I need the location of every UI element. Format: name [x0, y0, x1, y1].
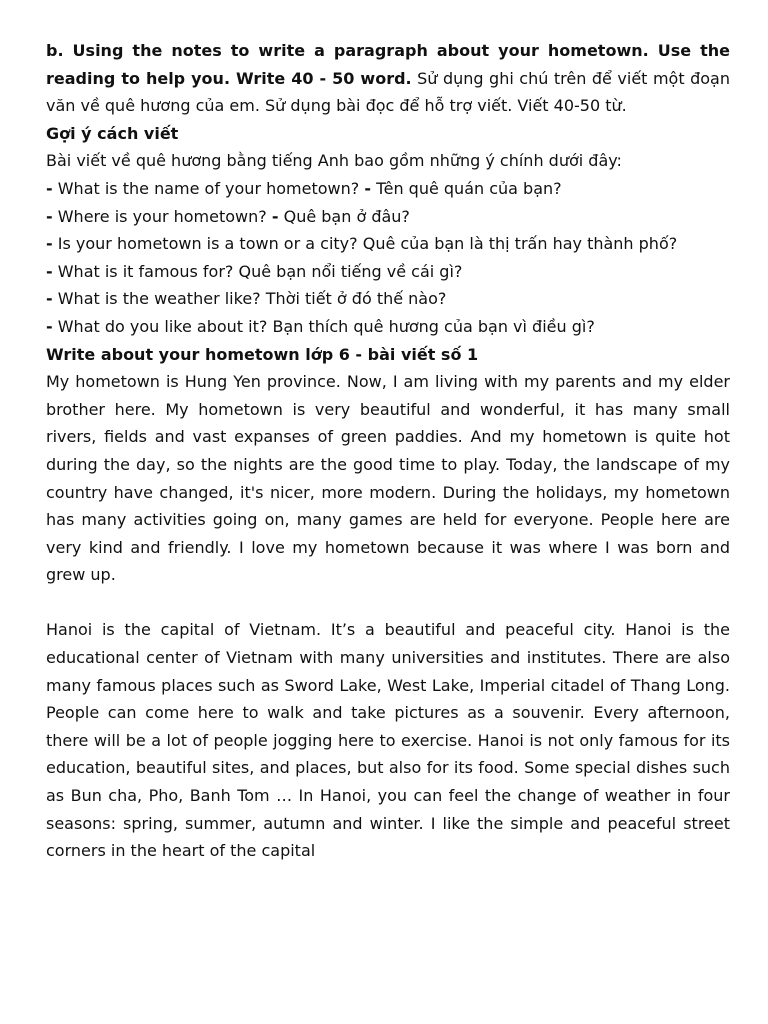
- separator-dash: -: [364, 178, 371, 198]
- guide-question-en: What is the weather like?: [57, 289, 261, 309]
- guide-question-vi: Quê của bạn là thị trấn hay thành phố?: [362, 234, 678, 254]
- guide-intro: Bài viết về quê hương bằng tiếng Anh bao gồm những ý chính dưới đây:: [46, 151, 622, 171]
- guide-item: [46, 285, 730, 313]
- guide-item: [46, 258, 730, 286]
- guide-question-en: What is the name of your hometown?: [57, 178, 360, 198]
- bullet-dash: -: [46, 316, 53, 336]
- guide-question-en: Where is your hometown?: [57, 206, 267, 226]
- guide-item: [46, 175, 730, 203]
- bullet-dash: -: [46, 178, 53, 198]
- essay-title: Write about your hometown lớp 6 - bài viết số 1: [46, 344, 479, 364]
- guide-question-en: Is your hometown is a town or a city?: [57, 234, 358, 254]
- guide-item: [46, 230, 730, 258]
- guide-list: [46, 175, 730, 341]
- guide-question-vi: Bạn thích quê hương của bạn vì điều gì?: [272, 316, 595, 336]
- guide-item: [46, 203, 730, 231]
- separator-dash: -: [271, 206, 279, 226]
- essay-paragraph-2: Hanoi is the capital of Vietnam. It’s a beautiful and peaceful city. Hanoi is the educational center of Vietnam with many universities and institutes. There are also many famous places such as Sword Lake, West Lake, Imperial citadel of Thang Long. People can come here to walk and take pictures as a souvenir. Every afternoon, there will be a lot of people jogging here to exercise. Hanoi is not only famous for its education, beautiful sites, and places, but also for its food. Some special dishes such as Bun cha, Pho, Banh Tom … In Hanoi, you can feel the change of weather in four seasons: spring, summer, autumn and winter. I like the simple and peaceful street corners in the heart of the capital: [46, 620, 730, 861]
- task-heading-english: b. Using the notes to write a paragraph about your hometown. Use the reading to help you. Write 40 - 50 word.: [46, 41, 730, 88]
- guide-question-vi: Thời tiết ở đó thế nào?: [265, 289, 447, 309]
- paragraph-spacer: [46, 589, 730, 617]
- bullet-dash: -: [46, 234, 53, 254]
- guide-question-vi: Quê bạn nổi tiếng về cái gì?: [238, 261, 463, 281]
- task-heading-vietnamese: Sử dụng ghi chú trên để viết một đoạn văn về quê hương của em. Sử dụng bài đọc để hỗ trợ viết. Viết 40-50 từ.: [46, 68, 731, 116]
- bullet-dash: -: [46, 261, 53, 281]
- guide-question-vi: Quê bạn ở đâu?: [283, 206, 410, 226]
- guide-title: Gợi ý cách viết: [46, 123, 179, 143]
- guide-item: [46, 313, 730, 341]
- bullet-dash: -: [46, 289, 53, 309]
- guide-question-vi: Tên quê quán của bạn?: [376, 178, 562, 198]
- guide-question-en: What do you like about it?: [57, 316, 268, 336]
- document-page: [46, 37, 730, 865]
- task-instruction: [46, 37, 730, 120]
- guide-question-en: What is it famous for?: [57, 261, 234, 281]
- bullet-dash: -: [46, 206, 53, 226]
- essay-paragraph-1: My hometown is Hung Yen province. Now, I am living with my parents and my elder brother here. My hometown is very beautiful and wonderful, it has many small rivers, fields and vast expanses of green paddies. And my hometown is quite hot during the day, so the nights are the good time to play. Today, the landscape of my country have changed, it's nicer, more modern. During the holidays, my hometown has many activities going on, many games are held for everyone. People here are very kind and friendly. I love my hometown because it was where I was born and grew up.: [46, 372, 730, 585]
